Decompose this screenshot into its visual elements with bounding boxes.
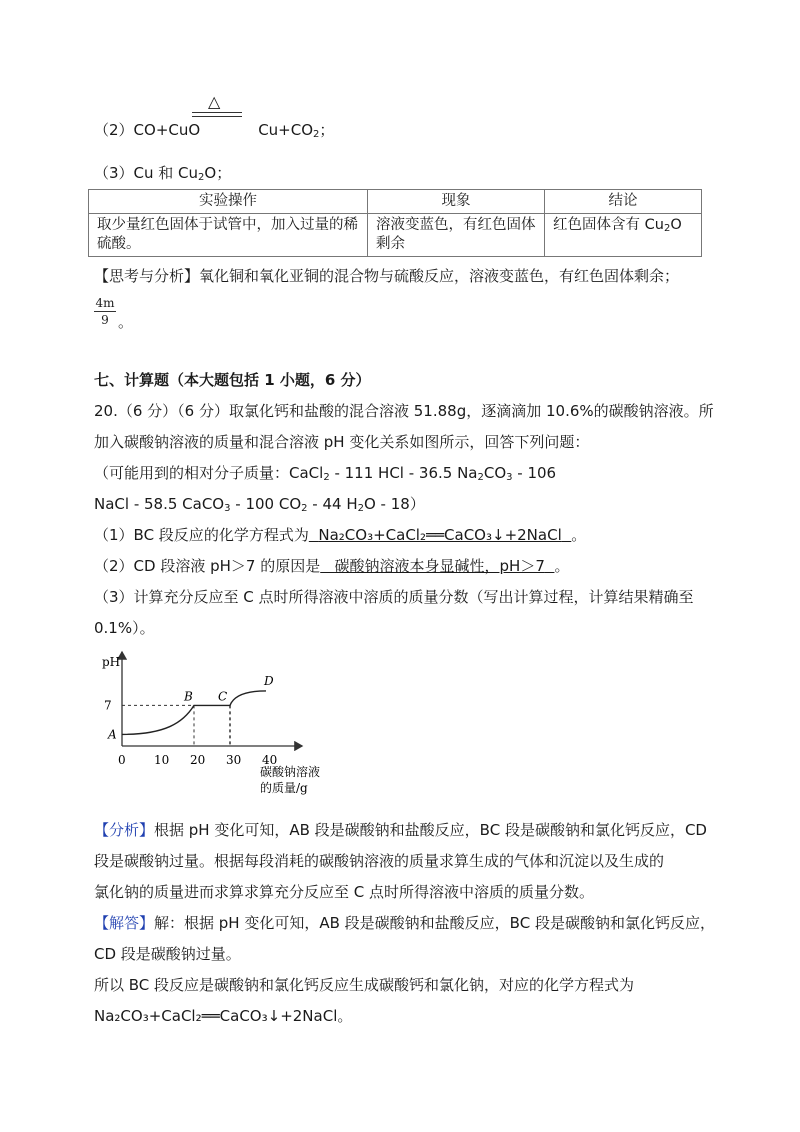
y-axis-label: pH: [102, 655, 121, 669]
ph-chart: [100, 644, 330, 800]
x-tick-40: 40: [262, 753, 278, 767]
cell-conclusion: 红色固体含有 $Cu_2O$: [545, 214, 702, 257]
x-tick-0: 0: [118, 753, 126, 767]
x-axis-label-1: 碳酸钠溶液: [260, 765, 321, 779]
analysis-line2: 段是碳酸钠过量。根据每段消耗的碳酸钠溶液的质量求算生成的气体和沉淀以及生成的: [94, 852, 665, 870]
table-header-row: [89, 190, 702, 214]
fraction-end: 。: [118, 313, 134, 331]
sub-question-1: （1）BC 段反应的化学方程式为 Na₂CO₃+CaCl₂══CaCO₃↓+2NaCl 。: [94, 526, 587, 544]
sub-question-3-line1: （3）计算充分反应至 C 点时所得溶液中溶质的质量分数（写出计算过程，计算结果精确至: [94, 588, 694, 606]
x-axis-label-2: 的质量/g: [260, 781, 308, 795]
y-tick-7: 7: [104, 698, 112, 713]
experiment-table: [88, 189, 702, 257]
point-label-a: A: [108, 727, 117, 742]
sub-question-3-line2: 0.1%）。: [94, 619, 155, 637]
cell-operation: 取少量红色固体于试管中，加入过量的稀硫酸。: [89, 214, 368, 257]
double-bar: [192, 112, 242, 117]
header-operation: 实验操作: [89, 190, 368, 214]
analysis-line1: 【分析】根据 pH 变化可知，AB 段是碳酸钠和盐酸反应，BC 段是碳酸钠和氯化钙反应，CD: [94, 821, 707, 839]
answer-line3: 所以 BC 段反应是碳酸钠和氯化钙反应生成碳酸钙和氯化钠，对应的化学方程式为: [94, 976, 635, 994]
molar-mass-line1: （可能用到的相对分子质量：CaCl$_2$ - 111 HCl - 36.5 $Na_2CO_3 - 106$: [94, 464, 557, 483]
x-tick-10: 10: [154, 753, 170, 767]
heat-symbol: △: [208, 92, 221, 111]
reaction-2: （2）CO+CuO $Cu+CO_2$；: [94, 121, 335, 140]
think-analysis: 【思考与分析】氧化铜和氧化亚铜的混合物与硫酸反应，溶液变蓝色，有红色固体剩余；: [94, 267, 680, 285]
answer-line4: Na₂CO₃+CaCl₂══CaCO₃↓+2NaCl。: [94, 1007, 353, 1025]
answer-line1: 【解答】解：根据 pH 变化可知，AB 段是碳酸钠和盐酸反应，BC 段是碳酸钠和氯化钙反应，: [94, 914, 715, 932]
fraction: 4m 9: [95, 296, 115, 327]
x-tick-20: 20: [190, 753, 206, 767]
x-tick-30: 30: [226, 753, 242, 767]
point-label-b: B: [184, 689, 193, 704]
answer-tag: 【解答】: [94, 914, 155, 932]
answer-3: （3）Cu 和 $Cu_2O$；: [94, 164, 232, 183]
answer-2: 碳酸钠溶液本身显碱性，pH＞7: [334, 557, 545, 575]
analysis-tag: 【分析】: [94, 821, 155, 839]
point-label-d: D: [264, 673, 274, 688]
q20-line2: 加入碳酸钠溶液的质量和混合溶液 pH 变化关系如图所示，回答下列问题：: [94, 433, 590, 451]
q20-line1: 20.（6 分）（6 分）取氯化钙和盐酸的混合溶液 51.88g，逐滴滴加 10.6%的碳酸钠溶液。所: [94, 402, 714, 420]
table-row: [89, 214, 702, 257]
point-label-c: C: [218, 689, 228, 704]
section-title: 七、计算题（本大题包括 1 小题，6 分）: [94, 371, 371, 389]
header-conclusion: 结论: [545, 190, 702, 214]
answer-1: Na₂CO₃+CaCl₂══CaCO₃↓+2NaCl: [318, 526, 562, 544]
molar-mass-line2: NaCl - 58.5 CaCO$_3$ - 100 $CO_2 - 44$ $H_2O - 18$）: [94, 495, 425, 514]
answer-line2: CD 段是碳酸钠过量。: [94, 945, 241, 963]
analysis-line3: 氯化钠的质量进而求算求算充分反应至 C 点时所得溶液中溶质的质量分数。: [94, 883, 595, 901]
sub-question-2: （2）CD 段溶液 pH＞7 的原因是 碳酸钠溶液本身显碱性，pH＞7 。: [94, 557, 570, 575]
header-phenomenon: 现象: [368, 190, 545, 214]
cell-phenomenon: 溶液变蓝色，有红色固体剩余: [368, 214, 545, 257]
